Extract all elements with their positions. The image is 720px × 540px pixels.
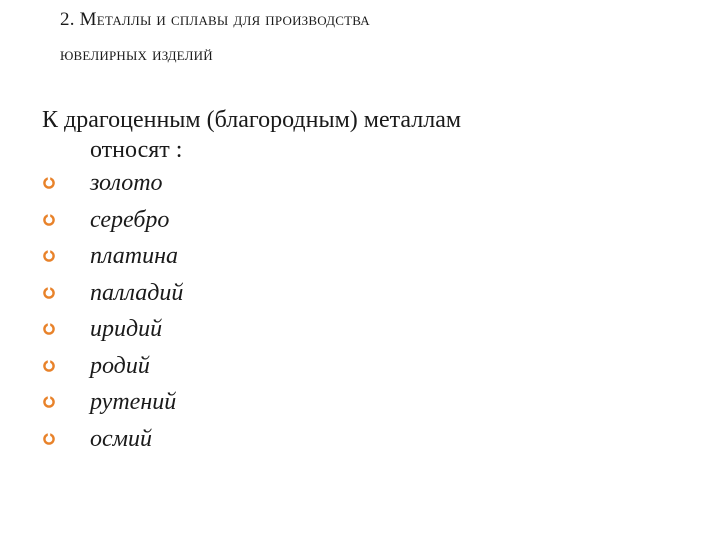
list-item (42, 348, 682, 385)
orange-ring-bullet-icon (42, 359, 56, 373)
orange-ring-bullet-icon (42, 249, 56, 263)
list-item (42, 238, 682, 275)
orange-ring-bullet-icon (42, 432, 56, 446)
list-item (42, 421, 682, 458)
slide-title (60, 2, 660, 72)
list-item-label: иридий (90, 316, 163, 342)
list-item-label: платина (90, 243, 178, 269)
slide-title-line-1: 2. Металлы и сплавы для производства (60, 9, 370, 30)
intro-text (42, 105, 682, 165)
list-item (42, 165, 682, 202)
orange-ring-bullet-icon (42, 322, 56, 336)
orange-ring-bullet-icon (42, 176, 56, 190)
intro-line-1: К драгоценным (благородным) металлам (42, 107, 462, 133)
list-item (42, 311, 682, 348)
intro-line-2: относят : (90, 137, 183, 163)
metal-list (42, 165, 682, 457)
orange-ring-bullet-icon (42, 286, 56, 300)
orange-ring-bullet-icon (42, 395, 56, 409)
list-item-label: серебро (90, 206, 170, 233)
orange-ring-bullet-icon (42, 213, 56, 227)
list-item-label: осмий (90, 425, 152, 452)
list-item (42, 202, 682, 239)
list-item (42, 275, 682, 312)
list-item-label: рутений (90, 389, 177, 415)
list-item-label: золото (90, 170, 163, 196)
list-item-label: родий (90, 352, 150, 379)
list-item-label: палладий (90, 279, 184, 306)
slide-body (42, 105, 682, 457)
list-item (42, 384, 682, 421)
slide-title-line-2: ювелирных изделий (60, 44, 213, 65)
